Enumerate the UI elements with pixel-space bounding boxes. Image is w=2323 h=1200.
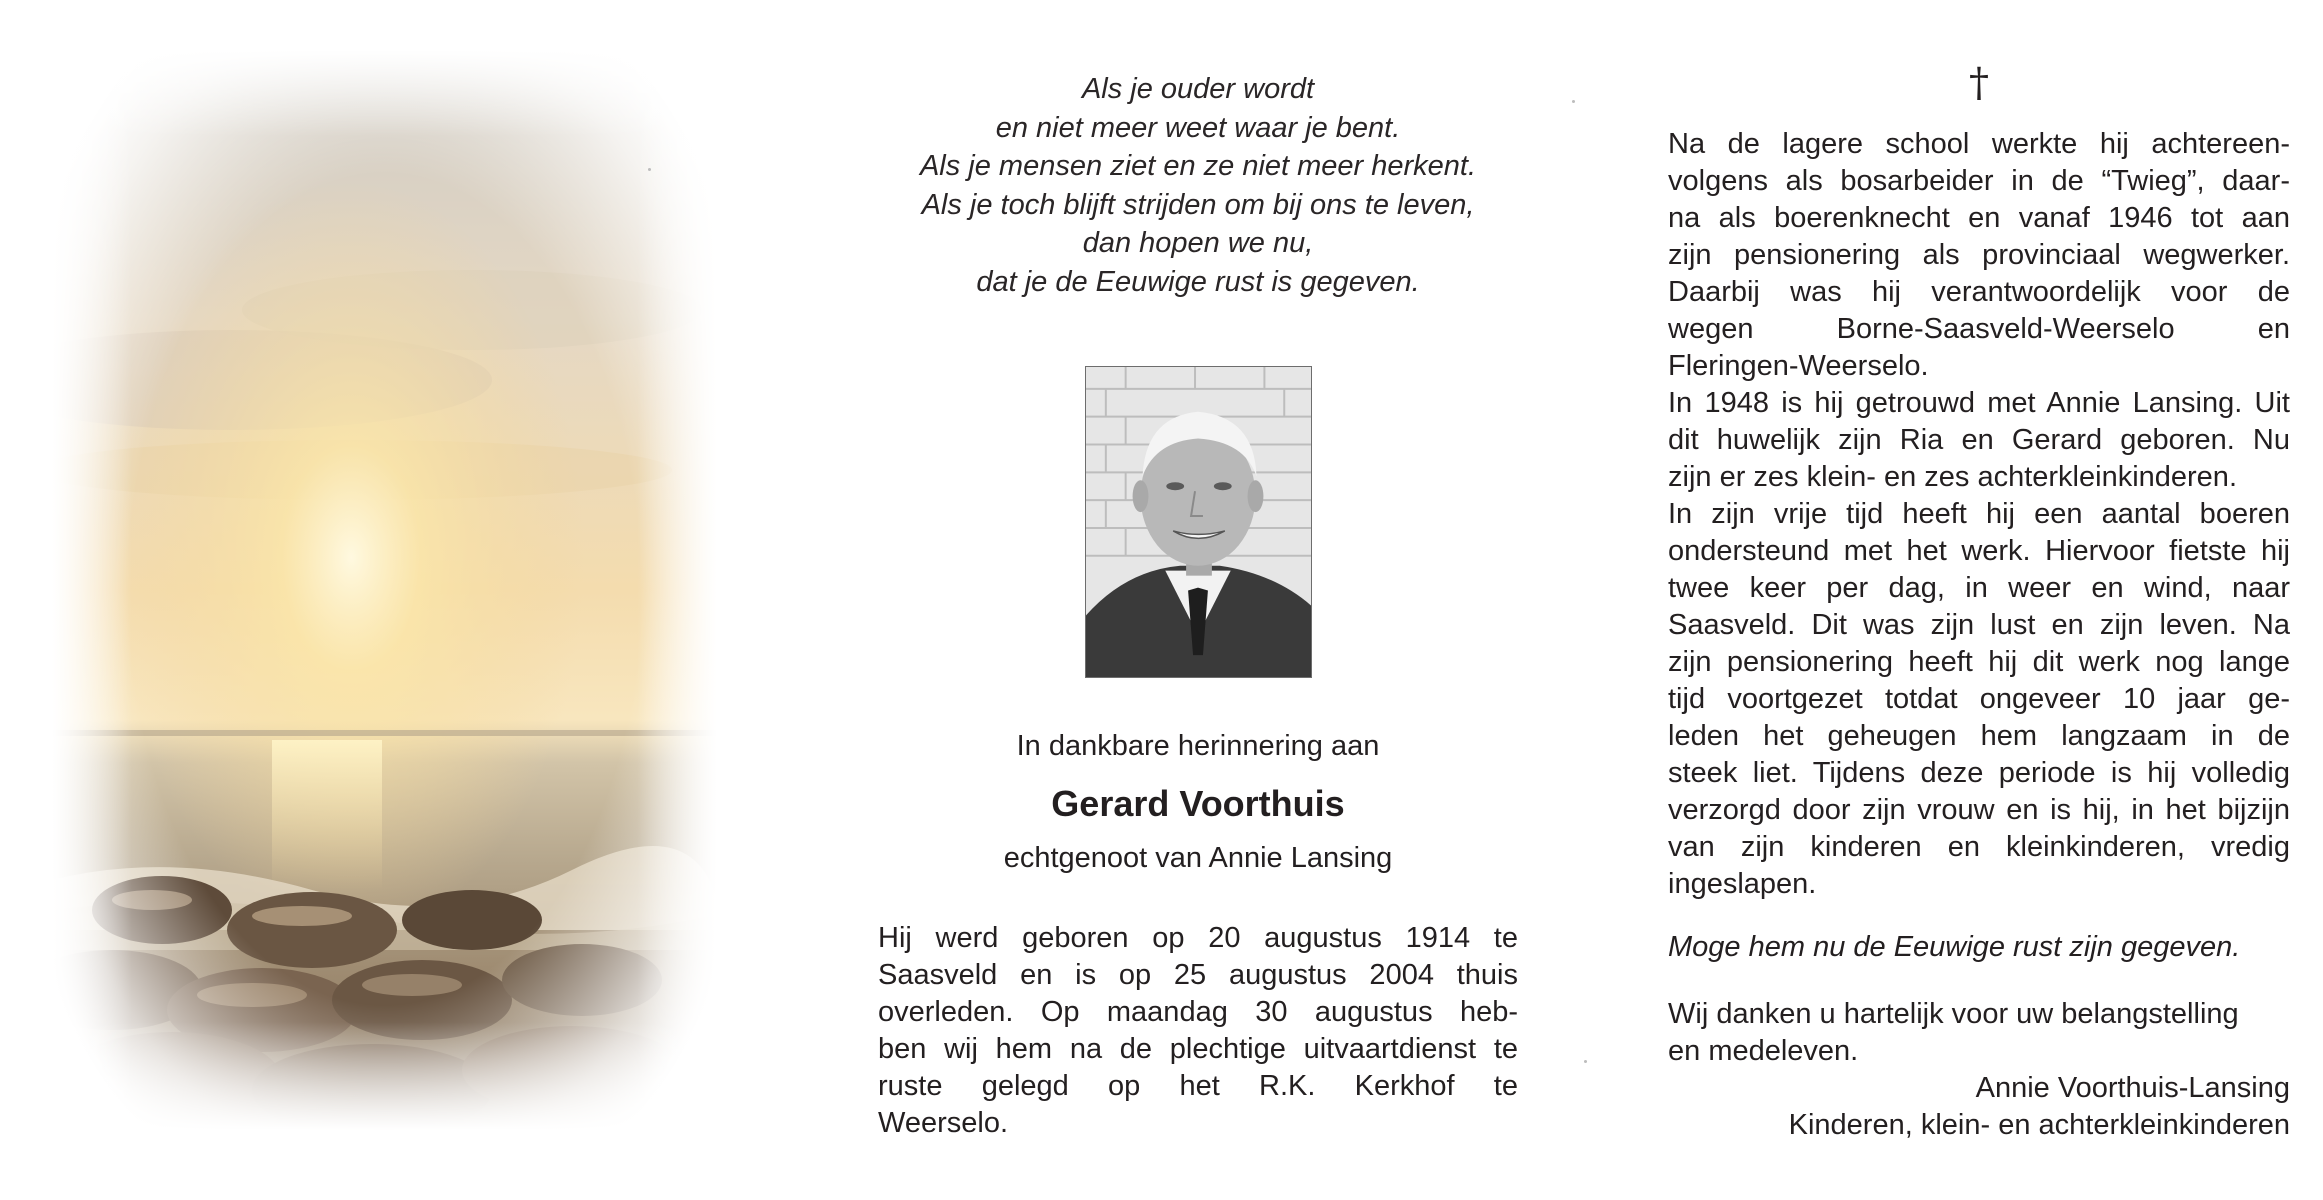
paragraph-line: Saasveld. Dit was zijn lust en zijn leven. Na [1668, 609, 2290, 641]
poem-line: Als je mensen ziet en ze niet meer herkent. [919, 150, 1477, 182]
paragraph-line: twee keer per dag, in weer en wind, naar [1668, 572, 2290, 604]
poem-line: Als je ouder wordt [1081, 73, 1315, 105]
paragraph-line: tijd voortgezet totdat ongeveer 10 jaar ge- [1668, 683, 2290, 715]
paragraph-line: volgens als bosarbeider in de “Twieg”, daar- [1668, 165, 2290, 197]
paragraph-line: ben wij hem na de plechtige uitvaartdienst te [878, 1033, 1518, 1065]
paragraph-line: Daarbij was hij verantwoordelijk voor de [1668, 276, 2290, 308]
paragraph-line: zijn pensionering als provinciaal wegwerker. [1668, 239, 2290, 271]
prayer-line: Moge hem nu de Eeuwige rust zijn gegeven. [1668, 931, 2241, 963]
paragraph-line: In zijn vrije tijd heeft hij een aantal boeren [1668, 498, 2290, 530]
paper-speck [648, 168, 651, 171]
paragraph-line: van zijn kinderen en kleinkinderen, vredig [1668, 831, 2290, 863]
paragraph-line: na als boerenknecht en vanaf 1946 tot aan [1668, 202, 2290, 234]
paragraph-line: wegen Borne-Saasveld-Weerselo en [1668, 313, 2290, 345]
sunset-sea-photo [52, 50, 717, 1130]
paragraph-line: ingeslapen. [1668, 868, 1817, 900]
poem-line: en niet meer weet waar je bent. [995, 111, 1401, 144]
deceased-name: Gerard Voorthuis [1051, 783, 1345, 824]
poem-line: dan hopen we nu, [1082, 227, 1314, 259]
thanks-line: en medeleven. [1668, 1035, 1859, 1067]
paragraph-line: overleden. Op maandag 30 augustus heb- [878, 996, 1518, 1028]
life-story-paragraph [1668, 126, 2290, 903]
paragraph-line: Saasveld en is op 25 augustus 2004 thuis [878, 959, 1518, 991]
spouse-line: echtgenoot van Annie Lansing [1003, 842, 1393, 874]
paragraph-line: ondersteund met het werk. Hiervoor fietste hij [1668, 535, 2290, 567]
poem-line: Als je toch blijft strijden om bij ons te leven, [921, 188, 1475, 221]
portrait-photo [1085, 366, 1312, 678]
thanks-paragraph [1668, 996, 2290, 1070]
poem [878, 70, 1518, 301]
signature-line: Annie Voorthuis-Lansing [1975, 1072, 2290, 1104]
thanks-line: Wij danken u hartelijk voor uw belangstelling [1668, 998, 2239, 1030]
paragraph-line: In 1948 is hij getrouwd met Annie Lansing. Uit [1668, 387, 2290, 419]
poem-line: dat je de Eeuwige rust is gegeven. [976, 265, 1420, 298]
signature-line: Kinderen, klein- en achterkleinkinderen [1788, 1109, 2290, 1141]
paragraph-line: dit huwelijk zijn Ria en Gerard geboren. Nu [1668, 424, 2290, 456]
paragraph-line: Hij werd geboren op 20 augustus 1914 te [878, 922, 1518, 954]
right-column [1668, 60, 2290, 1144]
paragraph-line: leden het geheugen hem langzaam in de [1668, 720, 2290, 752]
signature-block [1668, 1070, 2290, 1144]
paragraph-line: Weerselo. [878, 1107, 1009, 1139]
paragraph-line: steek liet. Tijdens deze periode is hij volledig [1668, 757, 2290, 789]
paper-speck [1584, 1060, 1587, 1063]
memorial-intro: In dankbare herinnering aan [1016, 730, 1380, 762]
middle-column [878, 70, 1518, 1139]
cross-icon: † [1969, 60, 1989, 106]
paragraph-line: ruste gelegd op het R.K. Kerkhof te [878, 1070, 1518, 1102]
paragraph-line: Na de lagere school werkte hij achtereen- [1668, 128, 2290, 160]
paragraph-line: zijn pensionering heeft hij dit werk nog lange [1668, 646, 2290, 678]
birth-death-paragraph [878, 920, 1518, 1142]
paragraph-line: zijn er zes klein- en zes achterkleinkinderen. [1668, 461, 2237, 493]
paragraph-line: Fleringen-Weerselo. [1668, 350, 1929, 382]
paragraph-line: verzorgd door zijn vrouw en is hij, in het bijzijn [1668, 794, 2290, 826]
sunset-sea-illustration [52, 50, 717, 1130]
paper-speck [1572, 100, 1575, 103]
portrait-illustration [1086, 367, 1311, 677]
